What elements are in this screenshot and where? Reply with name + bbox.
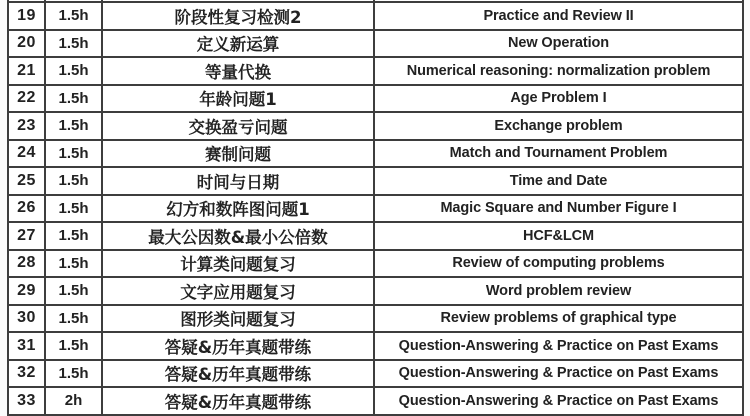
title-chinese-cell: 答疑&历年真题带练 bbox=[102, 360, 374, 388]
title-english-cell: Word problem review bbox=[374, 277, 743, 305]
lesson-number-cell: 21 bbox=[8, 57, 45, 85]
duration-cell: 1.5h bbox=[45, 112, 102, 140]
table-row bbox=[8, 222, 743, 250]
title-chinese-cell: 阶段性复习检测2 bbox=[102, 2, 374, 30]
table-row bbox=[8, 57, 743, 85]
title-chinese-cell: 年龄问题1 bbox=[102, 85, 374, 113]
duration-cell: 1.5h bbox=[45, 222, 102, 250]
table-row bbox=[8, 305, 743, 333]
title-chinese-cell: 等量代换 bbox=[102, 57, 374, 85]
title-chinese-cell: 幻方和数阵图问题1 bbox=[102, 195, 374, 223]
lesson-number-cell: 19 bbox=[8, 2, 45, 30]
lesson-number-cell: 24 bbox=[8, 140, 45, 168]
title-english-cell: Numerical reasoning: normalization problem bbox=[374, 57, 743, 85]
duration-cell: 1.5h bbox=[45, 2, 102, 30]
title-english-cell: HCF&LCM bbox=[374, 222, 743, 250]
lesson-number-cell: 29 bbox=[8, 277, 45, 305]
lesson-number-cell: 20 bbox=[8, 30, 45, 58]
lesson-number-cell: 26 bbox=[8, 195, 45, 223]
title-english-cell: Exchange problem bbox=[374, 112, 743, 140]
table-row bbox=[8, 167, 743, 195]
duration-cell: 1.5h bbox=[45, 250, 102, 278]
title-chinese-cell: 文字应用题复习 bbox=[102, 277, 374, 305]
title-english-cell: Review problems of graphical type bbox=[374, 305, 743, 333]
table-row bbox=[8, 30, 743, 58]
duration-cell: 1.5h bbox=[45, 30, 102, 58]
table-row bbox=[8, 250, 743, 278]
table-row bbox=[8, 2, 743, 30]
table-row bbox=[8, 332, 743, 360]
title-chinese-cell: 图形类问题复习 bbox=[102, 305, 374, 333]
course-schedule-table bbox=[7, 0, 744, 416]
duration-cell: 1.5h bbox=[45, 57, 102, 85]
title-english-cell: Time and Date bbox=[374, 167, 743, 195]
lesson-number-cell: 25 bbox=[8, 167, 45, 195]
duration-cell: 1.5h bbox=[45, 140, 102, 168]
table-row bbox=[8, 387, 743, 415]
table-row bbox=[8, 85, 743, 113]
table-body bbox=[8, 0, 743, 415]
title-english-cell: Match and Tournament Problem bbox=[374, 140, 743, 168]
title-chinese-cell: 计算类问题复习 bbox=[102, 250, 374, 278]
lesson-number-cell: 32 bbox=[8, 360, 45, 388]
title-chinese-cell: 定义新运算 bbox=[102, 30, 374, 58]
lesson-number-cell: 22 bbox=[8, 85, 45, 113]
title-chinese-cell: 赛制问题 bbox=[102, 140, 374, 168]
duration-cell: 1.5h bbox=[45, 305, 102, 333]
lesson-number-cell: 31 bbox=[8, 332, 45, 360]
duration-cell: 1.5h bbox=[45, 360, 102, 388]
title-english-cell: Question-Answering & Practice on Past Exams bbox=[374, 360, 743, 388]
table-row bbox=[8, 140, 743, 168]
title-english-cell: Practice and Review II bbox=[374, 2, 743, 30]
lesson-number-cell: 28 bbox=[8, 250, 45, 278]
duration-cell: 1.5h bbox=[45, 195, 102, 223]
lesson-number-cell: 23 bbox=[8, 112, 45, 140]
table-row bbox=[8, 277, 743, 305]
lesson-number-cell: 27 bbox=[8, 222, 45, 250]
duration-cell: 1.5h bbox=[45, 332, 102, 360]
title-chinese-cell: 时间与日期 bbox=[102, 167, 374, 195]
title-english-cell: Question-Answering & Practice on Past Exams bbox=[374, 332, 743, 360]
title-chinese-cell: 答疑&历年真题带练 bbox=[102, 387, 374, 415]
title-chinese-cell: 答疑&历年真题带练 bbox=[102, 332, 374, 360]
lesson-number-cell: 30 bbox=[8, 305, 45, 333]
title-chinese-cell: 最大公因数&最小公倍数 bbox=[102, 222, 374, 250]
title-english-cell: New Operation bbox=[374, 30, 743, 58]
duration-cell: 1.5h bbox=[45, 277, 102, 305]
table-row bbox=[8, 195, 743, 223]
title-english-cell: Age Problem I bbox=[374, 85, 743, 113]
title-english-cell: Review of computing problems bbox=[374, 250, 743, 278]
duration-cell: 2h bbox=[45, 387, 102, 415]
title-english-cell: Question-Answering & Practice on Past Exams bbox=[374, 387, 743, 415]
lesson-number-cell: 33 bbox=[8, 387, 45, 415]
table-row bbox=[8, 112, 743, 140]
duration-cell: 1.5h bbox=[45, 167, 102, 195]
title-english-cell: Magic Square and Number Figure I bbox=[374, 195, 743, 223]
table-row bbox=[8, 360, 743, 388]
duration-cell: 1.5h bbox=[45, 85, 102, 113]
title-chinese-cell: 交换盈亏问题 bbox=[102, 112, 374, 140]
